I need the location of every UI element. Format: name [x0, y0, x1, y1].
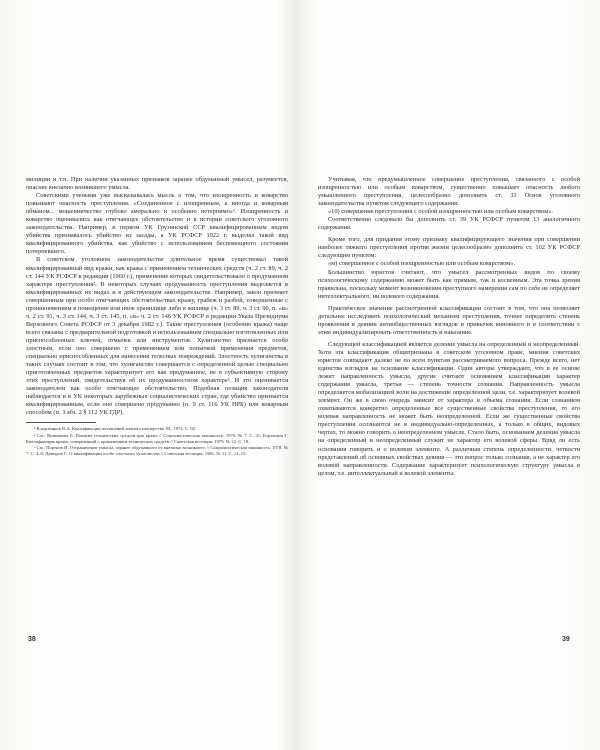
paragraph: Кроме того, для придания этому признаку квалифицирующего значения при совершении наиболее тяжкого преступления против жизни целесообразно дополнить ст. 102 УК РСФСР следующим пунктом: [318, 236, 580, 260]
footnotes [26, 426, 288, 456]
quote-paragraph: «10) совершение преступления с особой изощренностью или особым коварством». [328, 208, 554, 216]
paragraph: милиции и т.п. При наличии указанных признаков заранее обдуманный умысел, разумеется, опаснее внезапно возникшего умысла. [26, 176, 288, 192]
page-number-right: 39 [562, 636, 570, 643]
paragraph: Большинство юристов считают, что умысел рассмотренных видов по своему психологическому содержанию может быть как прямым, так и косвенным. Эта точка зрения правильна, поскольку момент возникновения преступного намерения сам по себе не определяет интеллектуального, ни волевого содержания. [318, 268, 580, 300]
paragraph: Учитывая, что предумышленное совершение преступления, связанного с особой изощренностью или особым коварством, существенно повышает опасность любого умышленного преступления, целесообразно дополнить ст. 33 Основ уголовного законодательства пунктом следующего содержания: [318, 176, 580, 208]
paragraph: Советскими учеными уже высказывалась мысль о том, что изощренность и коварство повышают опасность преступления. «Соединенное с изощренным, а иногда и коварным обманом... мошенничество глубоко аморально и особенно нетерпимо»¹. Изощренность и коварство оценивались как отягчающее обстоятельство и в истории советского уголовного законодательства. Например, в первом УК Грузинской ССР квалифицированным видом убийства признавалось убийство из засады, а УК РСФСР 1922 г. выделял такой вид квалифицированного убийства, как убийство с использованием беспомощного состояния потерпевшего. [26, 192, 288, 256]
paragraph: Следующей классификацией является деление умысла на определенный и неопределенный. Хотя эта классификация общепризнана в советском уголовном праве, мнения советских юристов совпадают далеко не по всем пунктам рассматриваемого вопроса. Прежде всего, нет единства взглядов на основание классификации. Одни авторы утверждают, что в ее основе лежит направленность умысла, другие считают основанием классификации характер содержания умысла, третьи — степень точности сознания. Направленность умысла определяется мобилизацией воли на достижение определенной цели, т.е. характеризует волевой элемент. Он же в свою очередь зависит от характера и объема сознания. Если сознанием охватываются конкретно определенные все существенные свойства преступления, то его волевая направленность не может быть неопределенной. Если же существенные свойства преступления осознаются не в индивидуально-определенных, а только в общих, видовых чертах, то можно говорить о неопределенном умысле. Стало быть, основанием деления умысла на определенный и неопределенный служит не характер его волевой сферы. Вряд ли есть основания говорить и о волевом элементе. А различная степень определенности, четкости представлений об основных свойствах деяния — это вопрос только сознания, а не характер его волевой направленности. Содержание характеризует психологическую структуру умысла в целом, т.е. интеллектуальный и волевой элементы. [318, 340, 580, 477]
page-number-left: 38 [28, 636, 36, 643]
quote-paragraph: «м) совершенное с особой изощренностью или особым коварством». [328, 260, 516, 268]
footnote: ² См.: Воженкова Б. Понятие технических средств при краже // Социалистическая законность. 1979. № 7. С. 31; Борзенков Г. Квалификация кражи, совершенной с применением технических средств // Советская юстиция. 1979. № 22. С. 18. [26, 432, 288, 444]
footnote: ³ См.: Портнов И. Отграничение умысла, заранее обдуманного от внезапно возникшего // Социалистическая законность. 1978. № 7. С. 4–8; Демидов С. О квалификации особо злостного хулиганства // Советская юстиция. 1981. № 11. С. 14–15. [26, 444, 288, 456]
left-page [26, 176, 288, 457]
paragraph: Соответственно следовало бы дополнить ст. 39 УК РСФСР пунктом 13 аналогичного содержания. [318, 216, 580, 232]
paragraph: Практическое значение рассмотренной классификации состоит в том, что она позволяет детальнее исследовать психологический механизм преступления, точнее определить степень проявления в деянии антиобщественных взглядов и привычек виновного и в соответствии с этим индивидуализировать ответственность и наказание. [318, 304, 580, 336]
footnote: ¹ Владимиров В.А. Квалификация похищений личного имущества. М., 1974. С. 92. [34, 426, 197, 432]
right-page [318, 176, 580, 478]
paragraph: В советском уголовном законодательстве длительное время существовал такой квалифицированный вид кражи, как кража с применением технических средств (ч. 2 ст. 89, ч. 2 ст. 144 УК РСФСР в редакции (1960 г.), применение которых свидетельствовало о продуманном характере преступления². В некоторых случаях продуманность преступления выделяется в квалифицированных их видах и в действующем законодательстве. Например, закон признает совершенным при особо отягчающих обстоятельствах кражу, грабеж и разбой, совершенные с проникновением в помещение или иное хранилище либо в жилище (ч. 3 ст. 89, ч. 3 ст. 90, п. «в» ч. 2 ст. 91, ч. 3 ст. 144, ч. 3 ст. 145, п. «в» ч. 2 ст. 146 УК РСФСР в редакции Указа Президиума Верховного Совета РСФСР от 3 декабря 1982 г.). Такие преступления (особенно кража) чаще всего связаны с предварительной подготовкой и использованием специально изготовленных или приспособленных ключей, отмычек или инструментов. Хулиганство признается особо злостным, если оно совершено с применением или попыткой применения предметов, специально приспособленных для нанесения телесных повреждений. Злостность хулиганства в таких случаях состоит в том, что хулиганство совершается с определенной целью специально приготовленных предметов характеризует его как продуманное, не в субъективную сторону этих преступлений, свидетельствуя об их продуманностном характере³. И это оценивается законодателем как особо отягчающее обстоятельство. Подобная позиция законодателя наблюдается и в УК некоторых зарубежных социалистических стран, где убийство признается квалифицированным, если оно совершено продуманно (п. 9 ст. 116 УК НРБ) или коварным способом (п. 3 абз. 2 § 112 УК ГДР). [26, 256, 288, 417]
left-page-body [26, 176, 288, 417]
right-page-body [318, 176, 580, 478]
footnote-divider [26, 422, 96, 423]
